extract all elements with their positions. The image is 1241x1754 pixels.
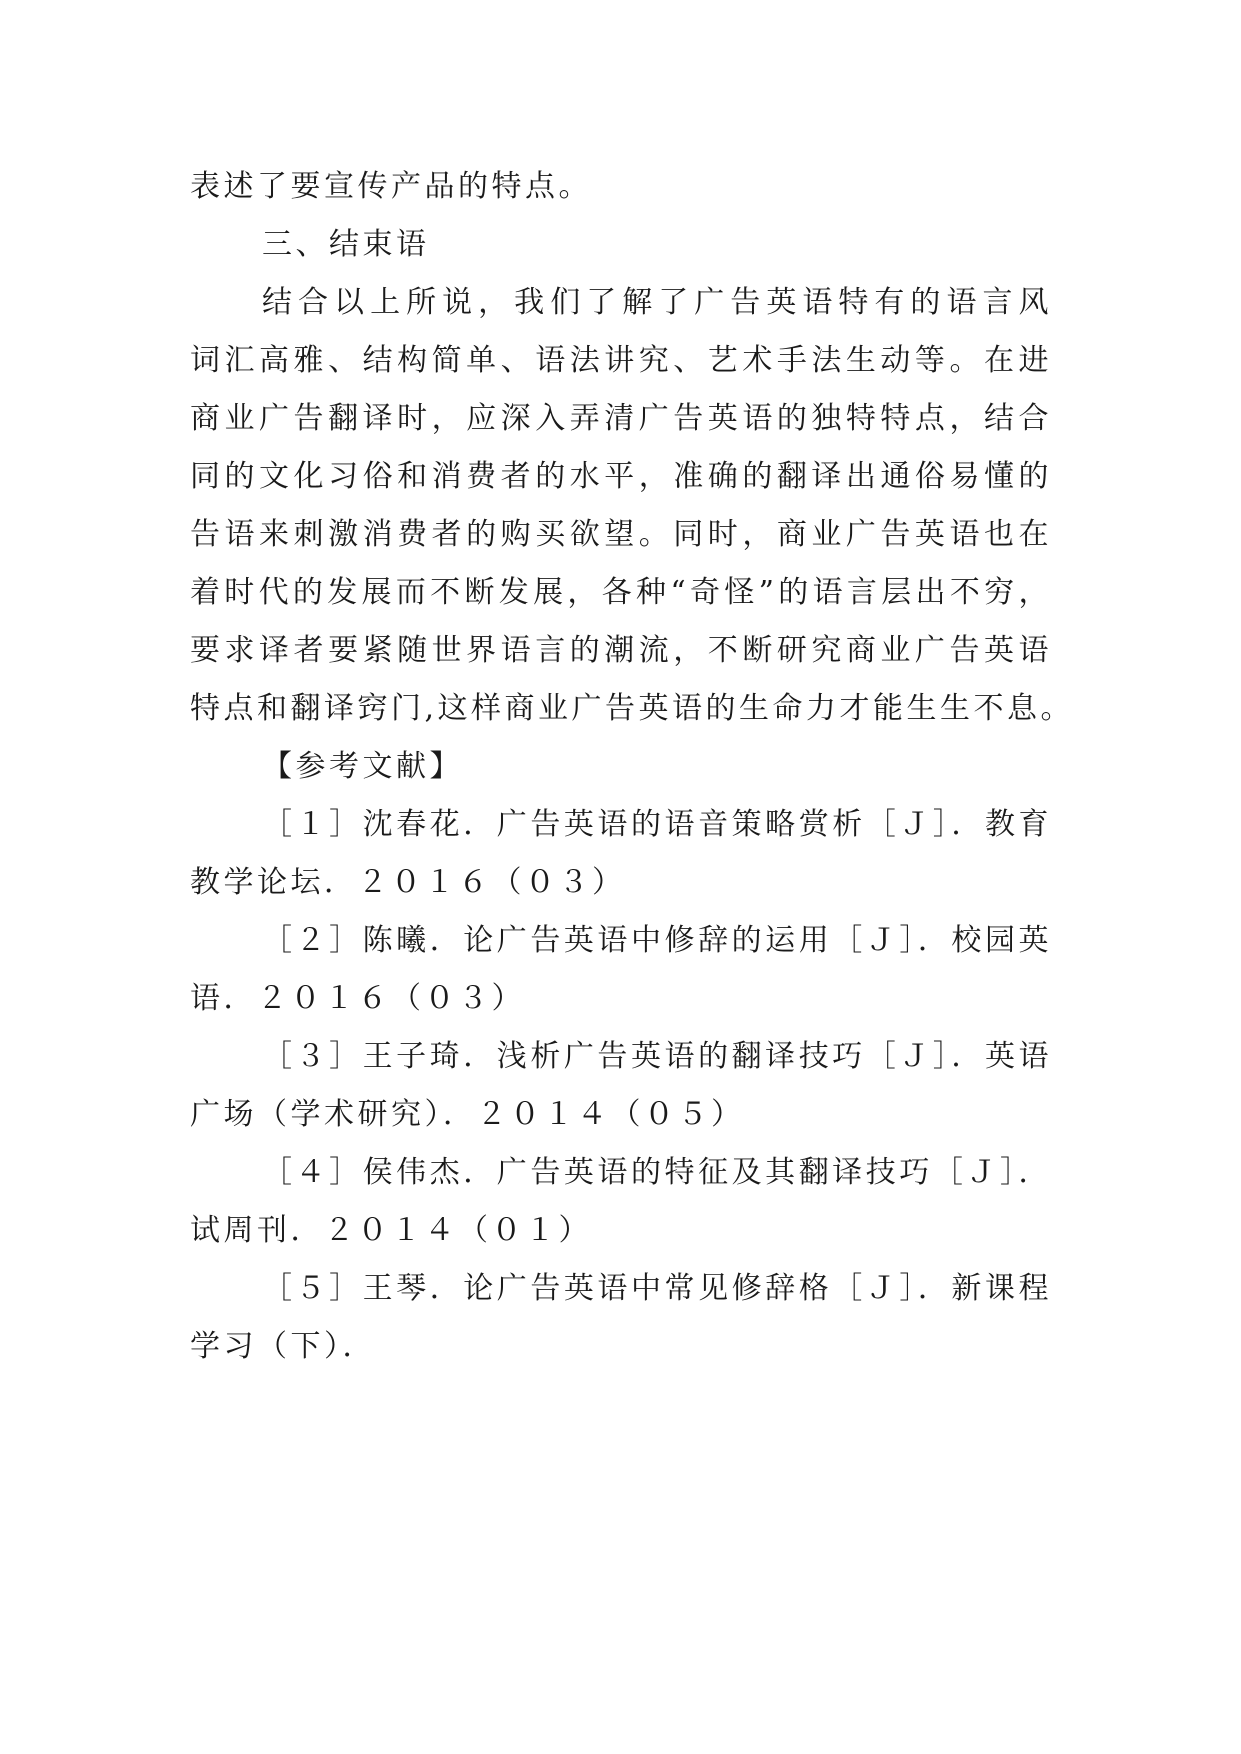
reference-line: 试周刊．２０１４（０１） [190,1213,592,1248]
paragraph-line: 结合以上所说，我们了解了广告英语特有的语言风 [262,285,1052,320]
reference-line: 教学论坛．２０１６（０３） [190,865,626,900]
paragraph-line: 同的文化习俗和消费者的水平，准确的翻译出通俗易懂的 [190,459,1052,494]
reference-item [190,1260,1052,1376]
paragraph-line: 要求译者要紧随世界语言的潮流，不断研究商业广告英语 [190,633,1052,668]
paragraph-line: 商业广告翻译时，应深入弄清广告英语的独特特点，结合 [190,401,1052,436]
reference-line: ［４］侯伟杰．广告英语的特征及其翻译技巧［Ｊ］． [262,1155,1052,1190]
reference-line: 广场（学术研究）．２０１４（０５） [190,1097,745,1132]
paragraph-line: 着时代的发展而不断发展，各种“奇怪”的语言层出不穷， [190,575,1052,610]
reference-item [190,912,1052,1028]
references-heading: 【参考文献】 [262,749,463,784]
reference-list [190,796,1052,1376]
reference-line: 语．２０１６（０３） [190,981,525,1016]
reference-item [190,796,1052,912]
conclusion-paragraph [190,274,1075,738]
section-heading: 三、结束语 [262,227,430,262]
reference-line: ［５］王琴．论广告英语中常见修辞格［Ｊ］．新课程 [262,1271,1052,1306]
reference-item [190,1028,1052,1144]
reference-line: ［２］陈曦．论广告英语中修辞的运用［Ｊ］．校园英 [262,923,1052,958]
paragraph-line: 告语来刺激消费者的购买欲望。同时，商业广告英语也在 [190,517,1052,552]
reference-line: 学习（下）． [190,1329,376,1364]
paragraph-line: 词汇高雅、结构简单、语法讲究、艺术手法生动等。在进 [190,343,1052,378]
continuation-line: 表述了要宣传产品的特点。 [190,169,592,204]
reference-line: ［１］沈春花．广告英语的语音策略赏析［Ｊ］．教育 [262,807,1052,842]
reference-item [190,1144,1052,1260]
paragraph-line: 特点和翻译窍门,这样商业广告英语的生命力才能生生不息。 [190,691,1075,726]
document-page [190,158,1075,1376]
reference-line: ［３］王子琦．浅析广告英语的翻译技巧［Ｊ］．英语 [262,1039,1052,1074]
